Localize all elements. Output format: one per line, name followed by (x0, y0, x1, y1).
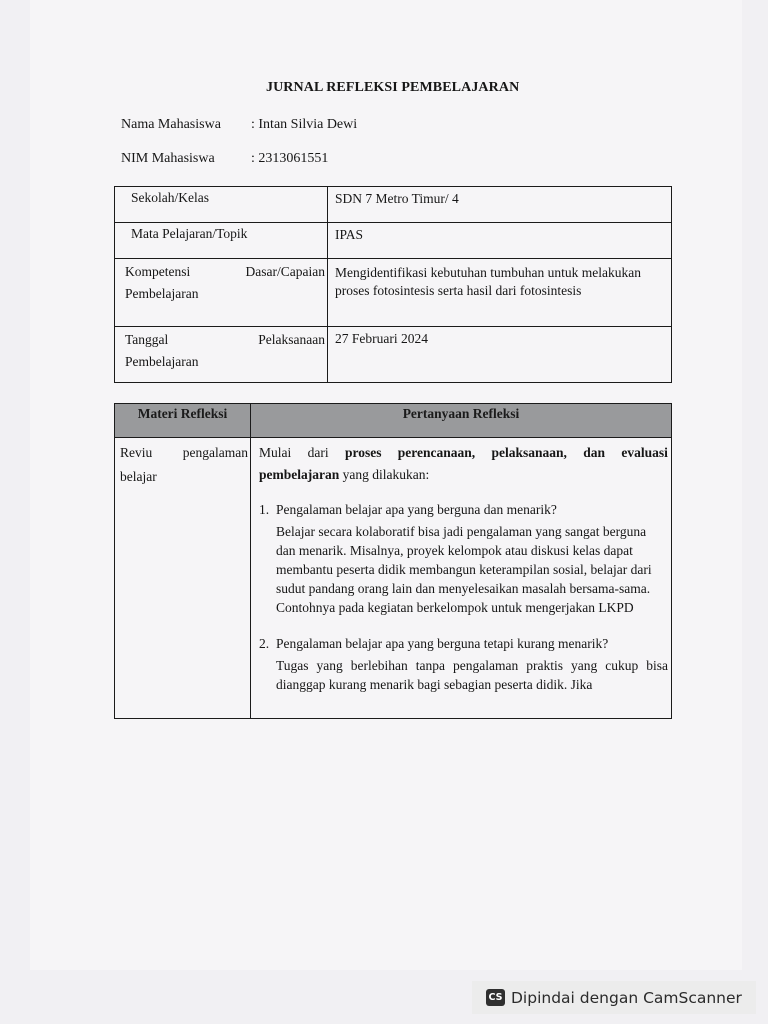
reflection-row-review (115, 438, 672, 719)
question-2 (259, 634, 668, 653)
question-1-number: 1. (259, 502, 270, 517)
review-label-line1 (120, 442, 248, 464)
col-header-material: Materi Refleksi (115, 404, 251, 438)
camscanner-logo-icon: CS (486, 989, 505, 1006)
school-value: SDN 7 Metro Timur/ 4 (335, 191, 459, 206)
student-id-row (121, 151, 328, 167)
date-value-cell (328, 327, 672, 383)
review-questions-cell (251, 438, 672, 719)
subject-value: IPAS (335, 227, 364, 242)
school-label-cell (115, 187, 328, 223)
competency-value-cell (328, 259, 672, 327)
reflection-table (114, 403, 672, 719)
student-id-label: NIM Mahasiswa (121, 151, 215, 166)
student-name-value: : Intan Silvia Dewi (251, 117, 358, 132)
competency-label-word1: Kompetensi (125, 264, 191, 279)
reflection-intro (259, 442, 668, 486)
question-2-number: 2. (259, 636, 270, 651)
student-id-value: : 2313061551 (251, 151, 329, 166)
competency-label-word2: Dasar/Capaian (245, 264, 325, 279)
answer-1: Belajar secara kolaboratif bisa jadi pengalaman yang sangat berguna dan menarik. Misalnya, proyek kelompok atau diskusi kelas dapat membantu peserta didik membangun keterampilan sosial, belajar dari sudut pandang orang lain dan menyelesaikan masalah bersama-sama. Contohnya pada kegiatan berkelompok untuk mengerjakan LKPD (276, 524, 652, 615)
intro-word-bold: pembelajaran (259, 467, 340, 482)
intro-word-bold: proses (344, 445, 382, 460)
intro-word-bold: evaluasi (621, 445, 668, 460)
meta-row-school (115, 187, 672, 223)
competency-value: Mengidentifikasi kebutuhan tumbuhan untuk melakukan proses fotosintesis serta hasil dari fotosintesis (335, 265, 641, 298)
date-label-line2: Pembelajaran (125, 354, 199, 369)
date-label-cell (115, 327, 328, 383)
reflection-header-row (115, 404, 672, 438)
review-label-word1: Reviu (120, 445, 153, 460)
date-label-line1 (115, 330, 327, 348)
intro-line1 (259, 442, 668, 464)
date-label-word1: Tanggal (125, 332, 169, 347)
meta-row-competency (115, 259, 672, 327)
review-label-word2: pengalaman (182, 445, 248, 460)
review-label-line2: belajar (120, 469, 157, 484)
review-label-cell (115, 438, 251, 719)
subject-label-cell (115, 223, 328, 259)
intro-line2 (259, 464, 668, 486)
question-1 (259, 500, 668, 519)
intro-word-bold: perencanaan, (397, 445, 476, 460)
question-1-text: Pengalaman belajar apa yang berguna dan menarik? (276, 502, 557, 517)
question-2-text: Pengalaman belajar apa yang berguna tetapi kurang menarik? (276, 636, 609, 651)
competency-label-cell (115, 259, 328, 327)
intro-rest: yang dilakukan: (339, 467, 430, 482)
date-value: 27 Februari 2024 (335, 331, 428, 346)
intro-word-bold: dan (583, 445, 606, 460)
student-name-label: Nama Mahasiswa (121, 117, 221, 132)
meta-row-subject (115, 223, 672, 259)
school-label: Sekolah/Kelas (131, 190, 209, 205)
col-header-questions: Pertanyaan Refleksi (251, 404, 672, 438)
student-name-row (121, 117, 357, 133)
meta-row-date (115, 327, 672, 383)
competency-label-line1 (115, 262, 327, 280)
camscanner-badge (472, 981, 756, 1014)
camscanner-label: Dipindai dengan CamScanner (511, 988, 742, 1007)
school-value-cell (328, 187, 672, 223)
meta-table (114, 186, 672, 383)
subject-value-cell (328, 223, 672, 259)
intro-word: Mulai (259, 445, 292, 460)
subject-label: Mata Pelajaran/Topik (131, 226, 248, 241)
intro-word: dari (307, 445, 329, 460)
competency-label-line2: Pembelajaran (125, 286, 199, 301)
document-title: JURNAL REFLEKSI PEMBELAJARAN (266, 80, 520, 95)
answer-2: Tugas yang berlebihan tanpa pengalaman praktis yang cukup bisa dianggap kurang menarik bagi sebagian peserta didik. Jika (276, 658, 668, 692)
intro-word-bold: pelaksanaan, (491, 445, 567, 460)
date-label-word2: Pelaksanaan (258, 332, 325, 347)
